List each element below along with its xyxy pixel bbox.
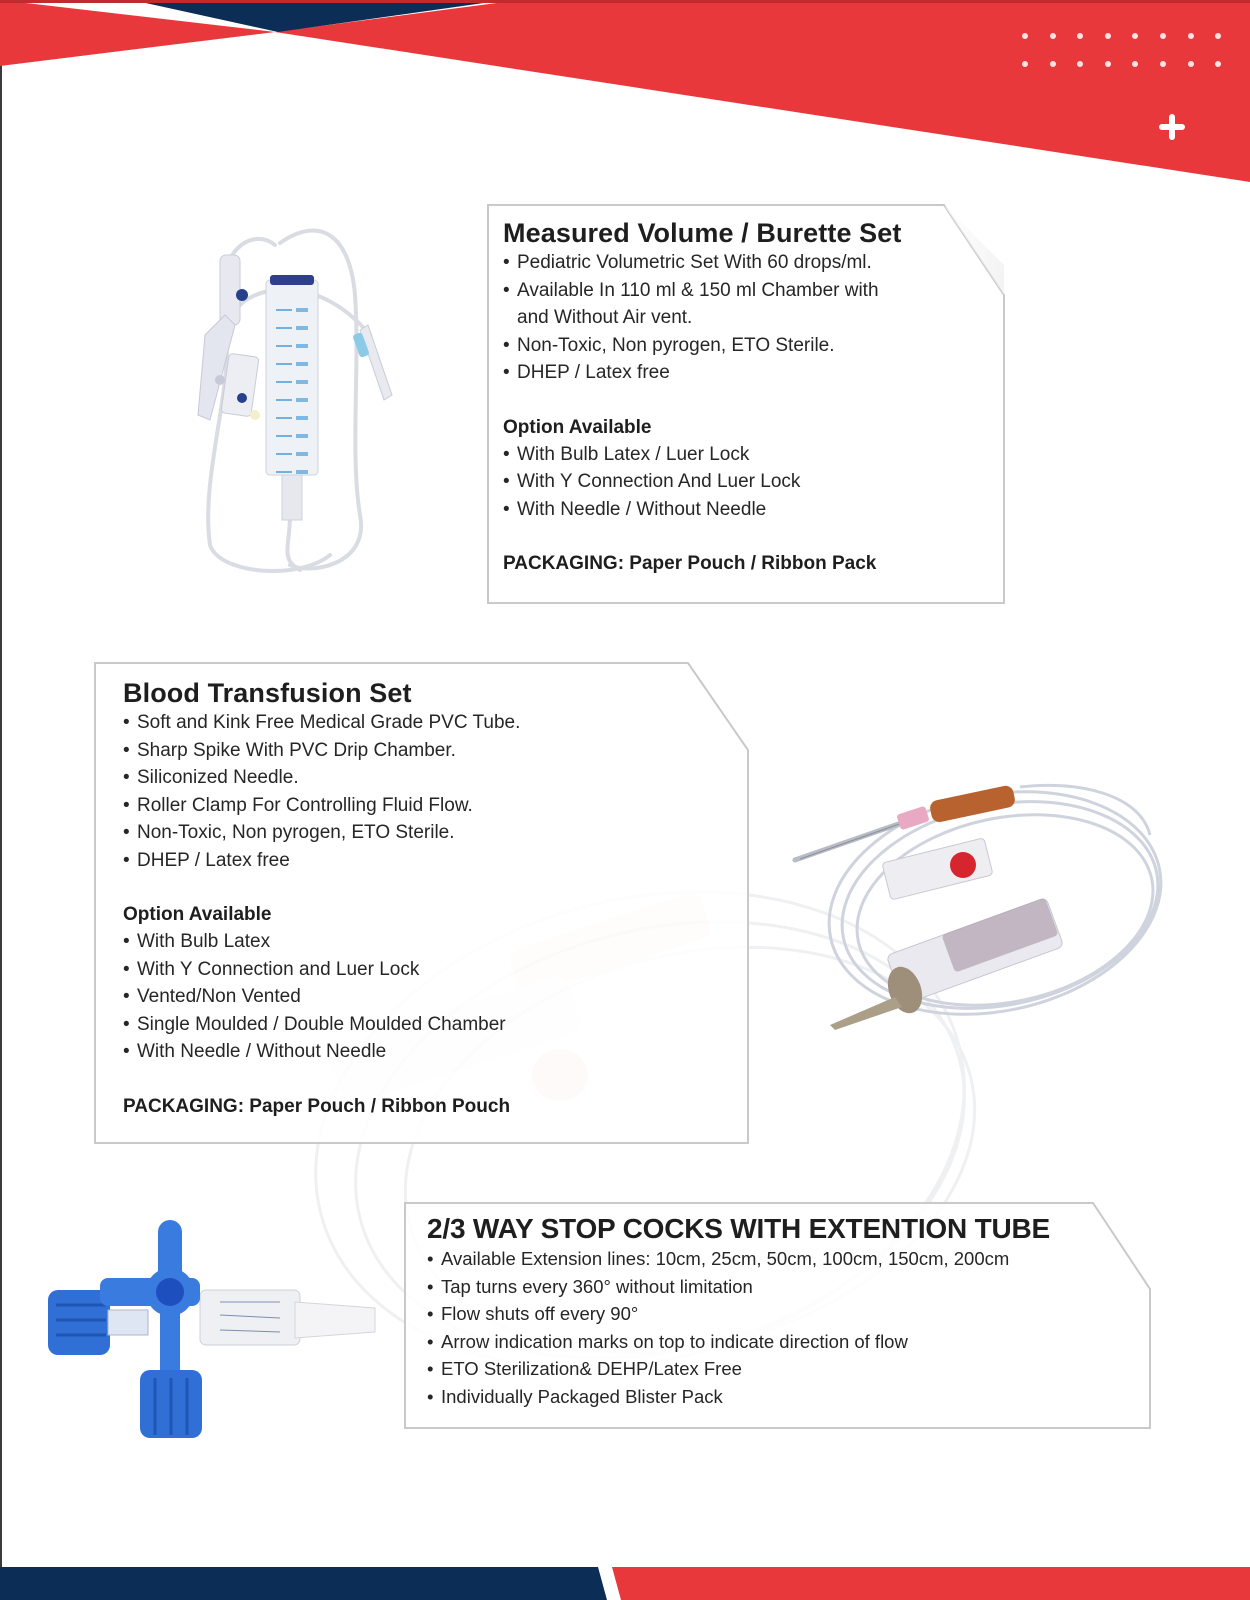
options-heading: Option Available <box>503 416 652 438</box>
option-item: • With Needle / Without Needle <box>503 498 767 520</box>
feature-item: • Arrow indication marks on top to indicate direction of flow <box>427 1330 908 1352</box>
product-title: Blood Transfusion Set <box>123 678 412 708</box>
feature-item: • Siliconized Needle. <box>123 767 299 788</box>
burette-set-image <box>180 215 420 585</box>
three-way-stopcock-image <box>40 1210 380 1440</box>
option-item: • With Bulb Latex <box>123 931 271 952</box>
feature-item: • Individually Packaged Blister Pack <box>427 1385 723 1407</box>
feature-item: • Sharp Spike With PVC Drip Chamber. <box>123 739 456 761</box>
feature-item: • Pediatric Volumetric Set With 60 drops/ml. <box>503 252 872 273</box>
options-heading: Option Available <box>123 904 272 925</box>
feature-item: • Available In 110 ml & 150 ml Chamber with <box>503 279 879 301</box>
feature-item-continuation: and Without Air vent. <box>517 307 693 328</box>
packaging-info: PACKAGING: Paper Pouch / Ribbon Pack <box>503 553 877 574</box>
feature-item: • Non-Toxic, Non pyrogen, ETO Sterile. <box>503 334 835 356</box>
option-item: • With Bulb Latex / Luer Lock <box>503 443 750 465</box>
feature-item: • ETO Sterilization& DEHP/Latex Free <box>427 1358 742 1379</box>
feature-item: • Roller Clamp For Controlling Fluid Flow. <box>123 794 473 816</box>
option-item: • Single Moulded / Double Moulded Chamber <box>123 1013 506 1035</box>
feature-item: • Flow shuts off every 90° <box>427 1303 639 1324</box>
feature-list <box>503 249 993 387</box>
option-item: • Vented/Non Vented <box>123 986 301 1007</box>
option-item: • With Y Connection and Luer Lock <box>123 958 420 980</box>
feature-list <box>427 1245 1142 1410</box>
product-title: 2/3 WAY STOP COCKS WITH EXTENTION TUBE <box>427 1213 1051 1244</box>
feature-list <box>123 709 733 874</box>
option-item: • With Needle / Without Needle <box>123 1041 387 1062</box>
option-item: • With Y Connection And Luer Lock <box>503 471 801 492</box>
feature-item: • DHEP / Latex free <box>123 849 290 871</box>
blood-transfusion-set-image <box>780 775 1170 1035</box>
feature-item: • Available Extension lines: 10cm, 25cm, 50cm, 100cm, 150cm, 200cm <box>427 1248 1010 1269</box>
feature-item: • Tap turns every 360° without limitation <box>427 1275 753 1297</box>
product-card-stopcocks <box>405 1203 1152 1430</box>
product-card-burette-set <box>488 205 1006 605</box>
product-card-blood-transfusion-set <box>95 663 750 1145</box>
packaging-info: PACKAGING: Paper Pouch / Ribbon Pouch <box>123 1095 511 1117</box>
options-list <box>123 928 733 1066</box>
feature-item: • Soft and Kink Free Medical Grade PVC Tube. <box>123 712 521 733</box>
product-title: Measured Volume / Burette Set <box>503 218 902 248</box>
feature-item: • Non-Toxic, Non pyrogen, ETO Sterile. <box>123 822 455 843</box>
feature-item: • DHEP / Latex free <box>503 362 670 383</box>
options-list <box>503 441 993 524</box>
